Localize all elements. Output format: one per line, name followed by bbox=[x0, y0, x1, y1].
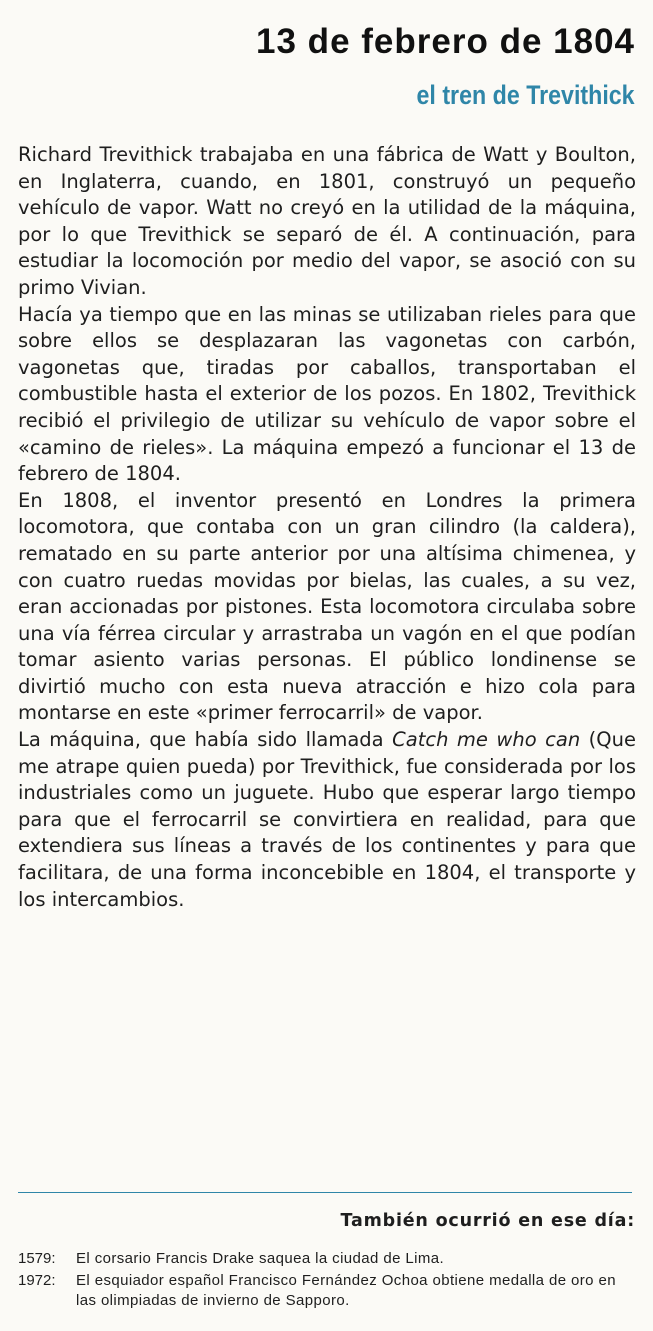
paragraph-4-start: La máquina, que había sido llamada bbox=[18, 728, 393, 752]
event-year: 1972: bbox=[18, 1272, 56, 1289]
list-item bbox=[18, 1249, 638, 1269]
event-text: El esquiador español Francisco Fernández Ochoa obtiene medalla de oro en las olimpiadas de invierno de Sapporo. bbox=[76, 1272, 616, 1309]
paragraph-1: Richard Trevithick trabajaba en una fábrica de Watt y Boulton, en Inglaterra, cuando, en 1801, construyó un pequeño vehículo de vapor. Watt no creyó en la utilidad de la máquina, por lo que Trevithick se separó de él. A continuación, para estudiar la locomoción por medio del vapor, se asoció con su primo Vivian. bbox=[18, 143, 636, 299]
section-divider bbox=[18, 1192, 632, 1193]
list-item bbox=[18, 1271, 638, 1311]
events-list bbox=[18, 1249, 638, 1313]
paragraph-4-title: Catch me who can bbox=[392, 728, 581, 752]
paragraph-2: Hacía ya tiempo que en las minas se utilizaban rieles para que sobre ellos se desplazaran las vagonetas con carbón, vagonetas que, tiradas por caballos, transportaban el combustible hasta el exterior de los pozos. En 1802, Trevithick recibió el privilegio de utilizar su vehículo de vapor sobre el «camino de rieles». La máquina empezó a funcionar el 13 de febrero de 1804. bbox=[18, 302, 636, 486]
page-subtitle: el tren de Trevithick bbox=[416, 80, 635, 110]
event-text: El corsario Francis Drake saquea la ciudad de Lima. bbox=[76, 1250, 445, 1267]
events-heading: También ocurrió en ese día: bbox=[340, 1211, 635, 1231]
article-body bbox=[18, 142, 636, 913]
paragraph-3: En 1808, el inventor presentó en Londres la primera locomotora, que contaba con un gran cilindro (la caldera), rematado en su parte anterior por una altísima chimenea, y con cuatro ruedas movidas por bielas, las cuales, a su vez, eran accionadas por pistones. Esta locomotora circulaba sobre una vía férrea circular y arrastraba un vagón en el que podían tomar asiento varias personas. El público londinense se divirtió mucho con esta nueva atracción e hizo cola para montarse en este «primer ferrocarril» de vapor. bbox=[18, 488, 636, 725]
paragraph-4 bbox=[18, 727, 636, 913]
event-year: 1579: bbox=[18, 1250, 56, 1267]
paragraph-4-end: (Que me atrape quien pueda) por Trevithick, fue considerada por los industriales como un juguete. Hubo que esperar largo tiempo para que el ferrocarril se convirtiera en realidad, para que extendiera sus líneas a través de los continentes y para que facilitara, de una forma inconcebible en 1804, el transporte y los intercambios. bbox=[18, 728, 636, 911]
page-title: 13 de febrero de 1804 bbox=[256, 22, 635, 61]
